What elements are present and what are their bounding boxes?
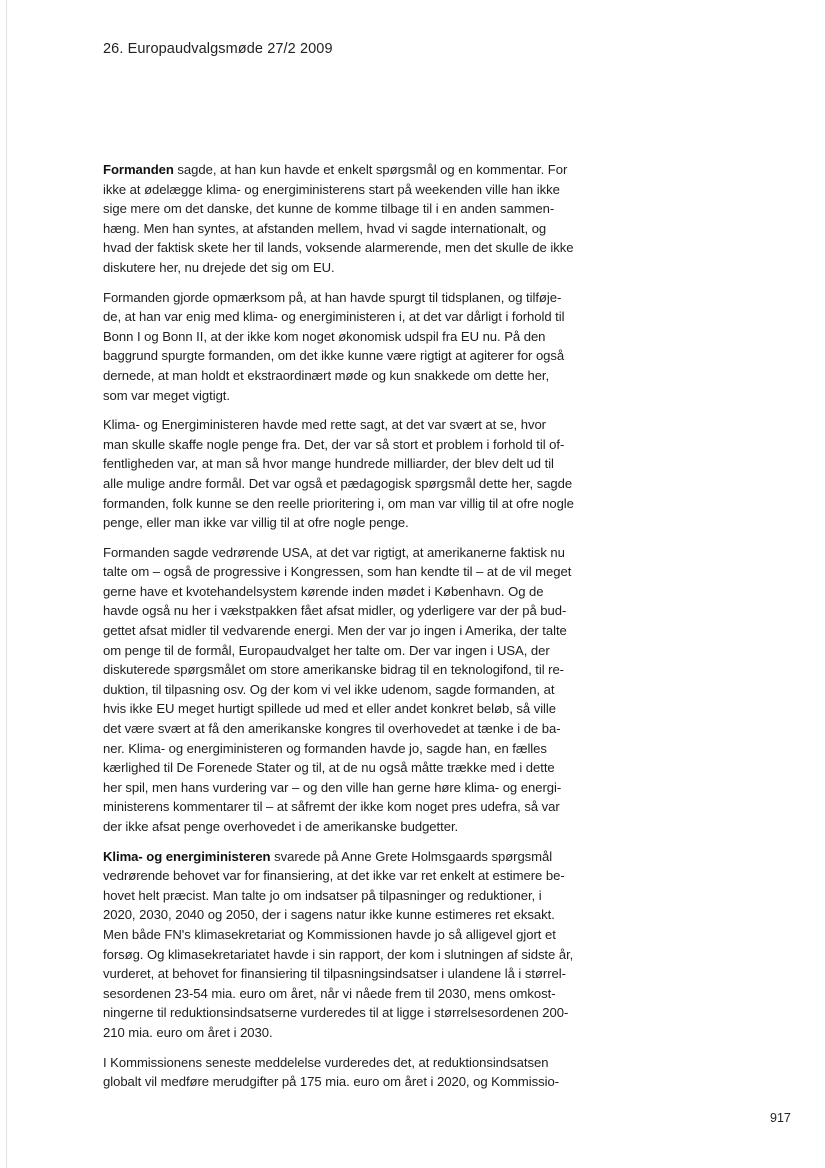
line-text: som var meget vigtigt. [103,387,230,403]
text-line [103,288,589,308]
line-text: hæng. Men han syntes, at afstanden mellem, hvad vi sagde internationalt, og [103,220,547,236]
line-text: fentligheden var, at man så hvor mange hundrede milliarder, der blev delt ud til [103,456,554,472]
text-line [103,699,589,719]
text-line [103,454,589,474]
text-line [103,582,589,602]
line-text: sige mere om det danske, det kunne de komme tilbage til i en anden sammen- [103,201,555,217]
paragraph [103,543,589,837]
line-text: Klima- og Energiministeren havde med rette sagt, at det var svært at se, hvor [103,417,546,433]
page-number: 917 [770,1111,791,1125]
text-line [103,680,589,700]
text-line [103,366,589,386]
text-line [103,258,589,278]
text-line [103,847,589,867]
line-text: de, at han var enig med klima- og energiministeren i, at det var dårligt i forhold til [103,309,565,325]
line-text: Men både FN's klimasekretariat og Kommissionen havde jo så alligevel gjort et [103,926,556,942]
text-line [103,219,589,239]
text-line [103,621,589,641]
line-text: vurderet, at behovet for finansiering til tilpasningsindsatser i ulandene lå i størrel- [103,966,566,982]
paragraph [103,160,589,278]
text-line [103,435,589,455]
speaker-name: Klima- og energiministeren [103,848,271,864]
line-text: 2020, 2030, 2040 og 2050, der i sagens natur ikke kunne estimeres ret eksakt. [103,907,555,923]
text-line [103,817,589,837]
text-line [103,758,589,778]
line-text: gettet afsat midler til vedvarende energi. Men der var jo ingen i Amerika, der talte [103,623,567,639]
paragraph [103,415,589,533]
line-text: man skulle skaffe nogle penge fra. Det, der var så stort et problem i forhold til of- [103,436,565,452]
line-text: penge, eller man ikke var villig til at ofre nogle penge. [103,515,409,531]
line-text: om penge til de formål, Europaudvalget her talte om. Der var ingen i USA, der [103,642,550,658]
line-text: det være svært at få den amerikanske kongres til overhovedet at tænke i de ba- [103,721,561,737]
line-text: I Kommissionens seneste meddelelse vurderedes det, at reduktionsindsatsen [103,1054,549,1070]
paragraph [103,847,589,1043]
text-line [103,866,589,886]
text-line [103,945,589,965]
line-text: hvad der faktisk skete her til lands, voksende alarmerende, men det skulle de ikke [103,240,574,256]
text-line [103,641,589,661]
line-text: globalt vil medføre merudgifter på 175 mia. euro om året i 2020, og Kommissio- [103,1074,560,1090]
line-text: vedrørende behovet var for finansiering, at det ikke var ret enkelt at estimere be- [103,868,565,884]
text-line [103,543,589,563]
line-text: forsøg. Og klimasekretariatet havde i sin rapport, der kom i slutningen af sidste år, [103,946,574,962]
text-line [103,386,589,406]
line-text: havde også nu her i vækstpakken fået afsat midler, og yderligere var der på bud- [103,603,567,619]
line-text: sagde, at han kun havde et enkelt spørgsmål og en kommentar. For [173,162,568,177]
text-line [103,307,589,327]
text-line [103,719,589,739]
line-text: 210 mia. euro om året i 2030. [103,1024,273,1040]
line-text: diskuterede spørgsmålet om store amerikanske bidrag til en teknologifond, til re- [103,662,564,678]
text-line [103,905,589,925]
paragraph [103,288,589,406]
text-line [103,739,589,759]
line-text: ningerne til reduktionsindsatserne vurderedes til at ligge i størrelsesordenen 200- [103,1005,569,1021]
line-text: ministerens kommentarer til – at såfremt der ikke kom noget pres udefra, så var [103,799,560,815]
text-line [103,562,589,582]
line-text: baggrund spurgte formanden, om det ikke kunne være rigtigt at agiterer for også [103,348,565,364]
text-line [103,160,589,180]
text-line [103,660,589,680]
text-line [103,1023,589,1043]
document-body [103,160,589,1102]
page-header: 26. Europaudvalgsmøde 27/2 2009 [103,41,333,57]
text-line [103,415,589,435]
text-line [103,238,589,258]
text-line [103,778,589,798]
text-line [103,513,589,533]
paragraph [103,1053,589,1092]
text-line [103,1003,589,1023]
line-text: Formanden sagde vedrørende USA, at det var rigtigt, at amerikanerne faktisk nu [103,544,565,560]
scan-edge-line [6,0,7,1168]
text-line [103,1053,589,1073]
line-text: diskutere her, nu drejede det sig om EU. [103,259,335,275]
line-text: Formanden gjorde opmærksom på, at han havde spurgt til tidsplanen, og tilføje- [103,289,562,305]
line-text: hovet helt præcist. Man talte jo om indsatser på tilpasninger og reduktioner, i [103,887,542,903]
text-line [103,797,589,817]
text-line [103,601,589,621]
text-line [103,964,589,984]
line-text: hvis ikke EU meget hurtigt spillede ud med et eller andet konkret beløb, så ville [103,701,557,717]
line-text: formanden, folk kunne se den reelle prioritering i, om man var villig til at ofre nogle [103,495,574,511]
text-line [103,199,589,219]
line-text: sesordenen 23-54 mia. euro om året, når vi nåede frem til 2030, mens omkost- [103,985,556,1001]
text-line [103,925,589,945]
speaker-name: Formanden [103,162,174,177]
text-line [103,346,589,366]
line-text: talte om – også de progressive i Kongressen, som han kendte til – at de vil meget [103,564,572,580]
line-text: alle mulige andre formål. Det var også et pædagogisk spørgsmål dette her, sagde [103,475,573,491]
text-line [103,1072,589,1092]
text-line [103,886,589,906]
line-text: gerne have et kvotehandelsystem kørende inden mødet i København. Og de [103,583,544,599]
text-line [103,180,589,200]
text-line [103,984,589,1004]
line-text: der ikke afsat penge overhovedet i de amerikanske budgetter. [103,819,459,834]
line-text: Bonn I og Bonn II, at der ikke kom noget økonomisk udspil fra EU nu. På den [103,328,546,344]
text-line [103,474,589,494]
line-text: kærlighed til De Forenede Stater og til, at de nu også måtte trække med i dette [103,760,555,776]
line-text: ikke at ødelægge klima- og energiministerens start på weekenden ville han ikke [103,181,560,197]
line-text: duktion, til tilpasning osv. Og der kom vi vel ikke udenom, sagde formanden, at [103,681,555,697]
line-text: her spil, men hans vurdering var – og den ville han gerne høre klima- og energi- [103,779,562,795]
line-text: ner. Klima- og energiministeren og formanden havde jo, sagde han, en fælles [103,740,547,756]
text-line [103,327,589,347]
text-line [103,494,589,514]
line-text: svarede på Anne Grete Holmsgaards spørgsmål [270,848,553,864]
line-text: dernede, at man holdt et ekstraordinært møde og kun snakkede om dette her, [103,367,550,383]
